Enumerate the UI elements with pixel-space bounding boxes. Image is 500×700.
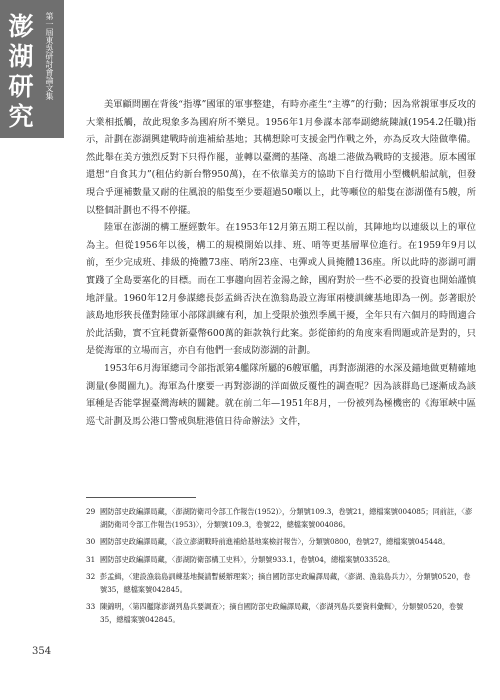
- footnote-text: 國防部史政編譯局藏，〈澎湖防衛部構工史料〉，分類號933.1，卷號04，總檔案號033528。: [100, 554, 395, 564]
- journal-subtitle: 第一屆東吳研討會論文集: [45, 12, 54, 100]
- footnote-text: 國防部史政編譯局藏，〈澎湖防衛司令部工作報告(1952)〉，分類號109.3，卷號21，總檔案號004085；同前註，〈澎湖防衛司令部工作報告(1953)〉，分類號109.3，卷號22，總檔案號004086。: [100, 507, 473, 529]
- sidebar-banner: [0, 0, 64, 138]
- footnote-divider: [86, 497, 196, 498]
- footnote-text: 國防部史政編譯局藏，〈設立澎湖戰時前進補給基地案檢討報告〉，分類號0800，卷號27，總檔案號045448。: [100, 537, 450, 546]
- footnote-number: 33: [86, 602, 96, 611]
- paragraph: 陸軍在澎湖的構工歷經數年。在1953年12月第五期工程以前，其陣地均以連級以上的單位為主。但從1956年以後，構工的規模開始以排、班、哨等更基層單位進行。在1959年9月以前，至少完成班、排級的掩體73座、哨所23座、屯彈或人員掩體136座。所以此時的澎湖可謂實踐了全島要塞化的目標。而在工事趨向固若金湯之餘，國府對於一些不必要的投資也開始謹慎地評量。1960年12月參謀總長彭孟緝否決在漁翁島設立海軍兩棲訓練基地即為一例。彭著眼於該島地形狹長僅對陸軍小部隊訓練有利，加上受限於強烈季風干擾，全年只有六個月的時間適合於此活動，實不宜耗費新臺幣600萬的鉅款執行此案。彭從節約的角度來看問題或許是對的，只是從海軍的立場而言，亦自有他們一套成防澎湖的計劃。: [86, 222, 476, 357]
- page-number: 354: [32, 646, 52, 657]
- footnote-text: 陳錦明，〈第四艦隊澎湖列島兵要調查〉；摘自國防部史政編譯局藏，〈澎湖列島兵要資料彙輯〉，分類號0520，卷號35，總檔案號042845。: [100, 602, 464, 624]
- paragraph: 1953年6月海軍總司令部指派第4艦隊所屬的6艘軍艦，再對澎湖港的水深及錨地做更精確地測量(參閱圖九)。海軍為什麼要一再對澎湖的洋面做反覆性的調查呢？因為該群島已逐漸成為該軍種是否能掌握臺灣海峽的關鍵。就在前二年—1951年8月，一份被列為極機密的《海軍峽中區巡弋計劃及馬公港口警戒與駐港值日待命辦法》文件，: [86, 362, 476, 427]
- journal-title-char: 湖: [8, 42, 34, 71]
- journal-title-char: 澎: [8, 12, 34, 41]
- footnote-number: 29: [86, 507, 96, 516]
- footnote-number: 30: [86, 537, 96, 546]
- footnote: [86, 536, 476, 549]
- footnote: [86, 571, 476, 596]
- footnote-text: 彭孟緝，〈建設漁翁島訓練基地擬請暫緩辦理案〉；摘自國防部史政編譯局藏，〈澎湖、漁翁島兵力〉，分類號0520，卷號35，總檔案號042845。: [100, 572, 471, 594]
- footnote-number: 31: [86, 554, 96, 564]
- footnote-number: 32: [86, 572, 96, 581]
- footnotes: [86, 506, 476, 631]
- journal-title-char: 究: [8, 102, 34, 131]
- journal-title: [4, 12, 38, 132]
- body-text: [86, 96, 476, 430]
- paragraph: 美軍顧問團在背後“指導”國軍的軍事整建，有時亦產生“主導”的行動；因為常親軍事反攻的大業相抵觸，故此現象多為國府所不樂見。1956年1月參謀本部奉副總統陳誠(1954.2任職)指示，計劃在澎湖興建戰時前進補給基地；其構想除可支援金門作戰之外，亦為反攻大陸做準備。然此舉在美方強烈反對下只得作罷，並轉以臺灣的基隆、高雄二港做為戰時的支援港。原本國軍還想“自食其力”(租佔約新台幣950萬)，在不依靠美方的協助下自行徵用小型機帆船試航，但發現合乎運補數量又耐的住風浪的船隻至少要超過50噸以上，此等噸位的船隻在澎湖僅有5艘，所以整個計劃也不得不停擺。: [86, 99, 476, 216]
- footnote: [86, 554, 476, 567]
- journal-title-char: 研: [8, 72, 34, 101]
- footnote: [86, 601, 476, 626]
- footnote: [86, 506, 476, 531]
